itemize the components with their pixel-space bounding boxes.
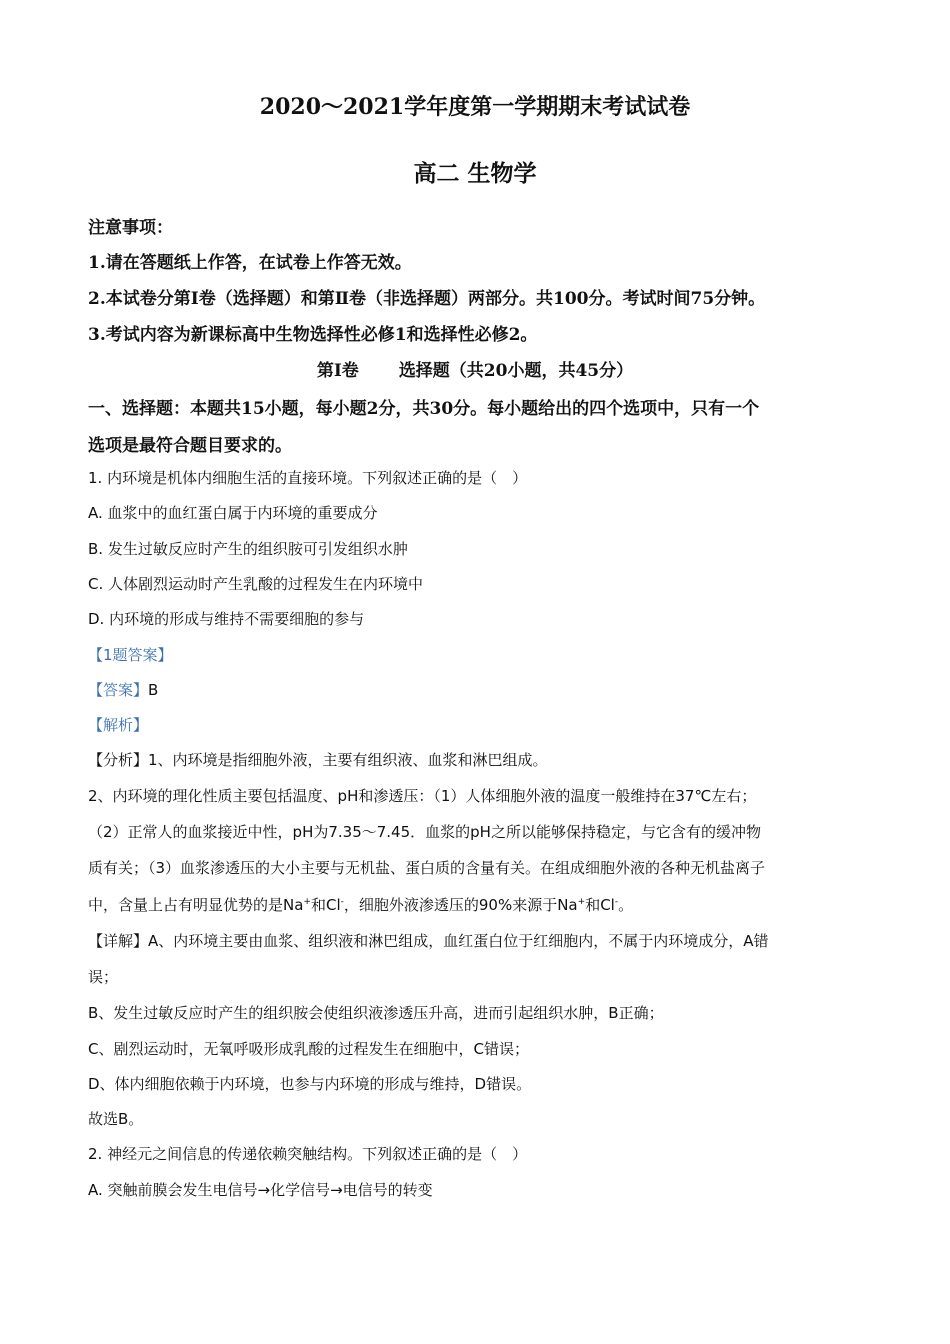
ion-text: 和Cl <box>585 896 615 914</box>
charge-sup: + <box>577 897 586 907</box>
question-1-stem: 1. 内环境是机体内细胞生活的直接环境。下列叙述正确的是（ ） <box>88 469 528 487</box>
detail-line: D、体内细胞依赖于内环境，也参与内环境的形成与维持，D错误。 <box>88 1075 532 1093</box>
question-2-option-a: A. 突触前膜会发生电信号→化学信号→电信号的转变 <box>88 1181 433 1199</box>
answer-label: 【答案】 <box>88 681 149 699</box>
notice-heading: 注意事项： <box>88 218 173 238</box>
exam-title: 2020～2021学年度第一学期期末考试试卷 <box>259 94 691 120</box>
analysis-line: 【分析】1、内环境是指细胞外液，主要有组织液、血浆和淋巴组成。 <box>88 751 548 769</box>
volume-label: 第Ⅰ卷 <box>316 361 359 381</box>
analysis-line: （2）正常人的血浆接近中性，pH为7.35～7.45．血浆的pH之所以能够保持稳定，与它含有的缓冲物 <box>88 823 761 841</box>
answer-line <box>88 679 158 700</box>
ion-text: ，细胞外液渗透压的90%来源于Na <box>343 896 578 914</box>
detail-line: C、剧烈运动时，无氧呼吸形成乳酸的过程发生在细胞中，C错误； <box>88 1040 529 1058</box>
ion-text: 中，含量上占有明显优势的是Na <box>88 896 304 914</box>
notice-item: 2.本试卷分第Ⅰ卷（选择题）和第Ⅱ卷（非选择题）两部分。共100分。考试时间75分钟。 <box>88 289 766 309</box>
question-1-option-c: C. 人体剧烈运动时产生乳酸的过程发生在内环境中 <box>88 575 424 593</box>
detail-conclusion: 故选B。 <box>88 1110 144 1128</box>
notice-item: 1.请在答题纸上作答，在试卷上作答无效。 <box>88 253 412 273</box>
notice-item: 3.考试内容为新课标高中生物选择性必修1和选择性必修2。 <box>88 325 538 345</box>
question-1-option-d: D. 内环境的形成与维持不需要细胞的参与 <box>88 610 365 628</box>
section-heading <box>0 356 950 381</box>
question-1-option-a: A. 血浆中的血红蛋白属于内环境的重要成分 <box>88 504 378 522</box>
question-2-stem: 2. 神经元之间信息的传递依赖突触结构。下列叙述正确的是（ ） <box>88 1145 528 1163</box>
detail-line: 【详解】A、内环境主要由血浆、组织液和淋巴组成，血红蛋白位于红细胞内，不属于内环境成分，A错 <box>88 932 769 950</box>
section-instruction: 一、选择题：本题共15小题，每小题2分，共30分。每小题给出的四个选项中，只有一个 <box>88 399 760 419</box>
section-instruction: 选项是最符合题目要求的。 <box>88 436 292 456</box>
detail-line: B、发生过敏反应时产生的组织胺会使组织液渗透压升高，进而引起组织水肿，B正确； <box>88 1004 664 1022</box>
charge-sup: + <box>303 897 311 907</box>
ion-text: 和Cl <box>310 896 341 914</box>
analysis-line: 质有关；（3）血浆渗透压的大小主要与无机盐、蛋白质的含量有关。在组成细胞外液的各种无机盐离子 <box>88 859 766 877</box>
analysis-tag: 【解析】 <box>88 716 149 734</box>
question-1-option-b: B. 发生过敏反应时产生的组织胺可引发组织水肿 <box>88 540 408 558</box>
volume-description: 选择题（共20小题，共45分） <box>398 361 634 381</box>
analysis-line: 2、内环境的理化性质主要包括温度、pH和渗透压：（1）人体细胞外液的温度一般维持在37℃左右； <box>88 787 757 805</box>
charge-sup: - <box>614 897 619 907</box>
ion-text: 。 <box>618 896 634 914</box>
answer-tag: 【1题答案】 <box>88 646 173 664</box>
detail-line: 误； <box>88 968 119 986</box>
exam-subtitle: 高二 生物学 <box>413 160 537 187</box>
answer-value: B <box>148 681 159 699</box>
analysis-ion-line <box>88 894 633 915</box>
charge-sup: - <box>340 897 344 907</box>
